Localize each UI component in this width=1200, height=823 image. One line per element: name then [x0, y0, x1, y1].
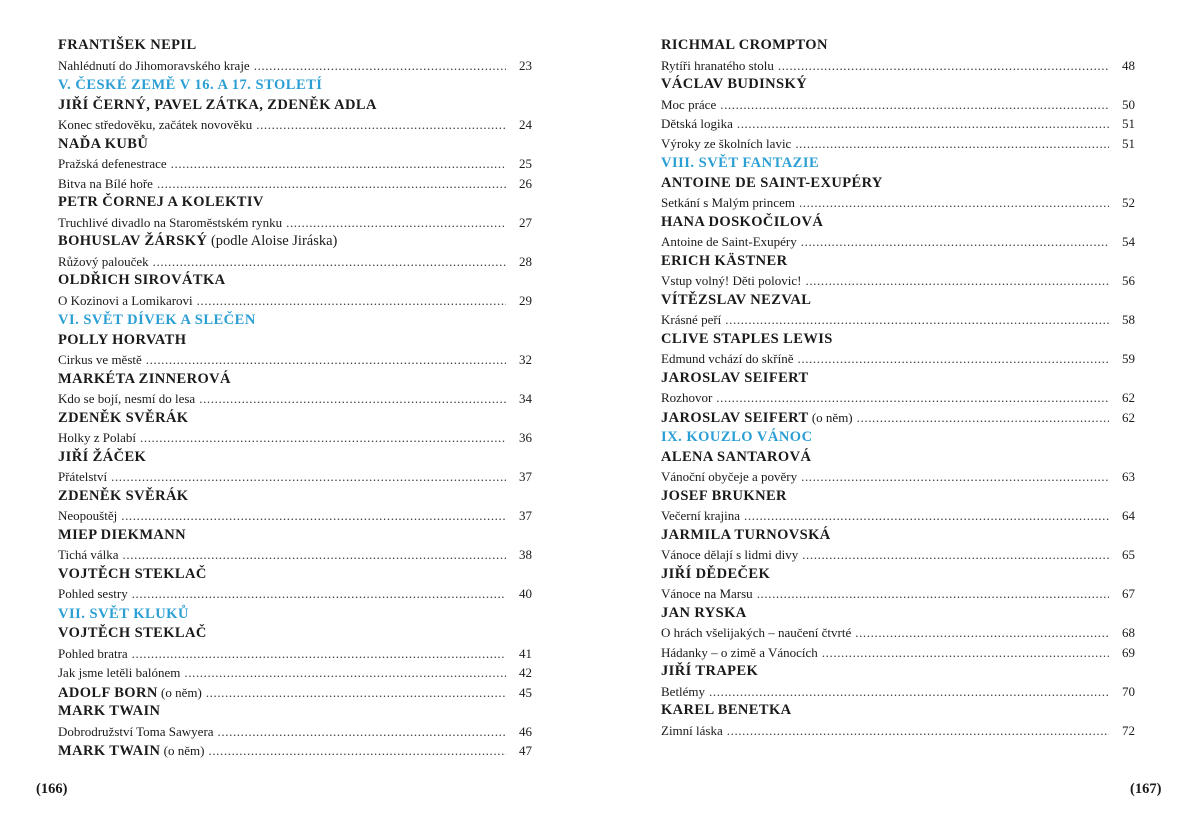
toc-entry [58, 644, 532, 664]
entry-page-number: 32 [519, 352, 532, 367]
entry-page-number: 26 [519, 175, 532, 191]
dot-leader [801, 467, 1109, 487]
author-name [661, 448, 1135, 468]
author-name-text: VÁCLAV BUDINSKÝ [661, 76, 808, 92]
entry-title-text: JAROSLAV SEIFERT [661, 409, 809, 426]
entry-page-number: 58 [1122, 312, 1135, 327]
toc-entry [58, 741, 532, 761]
author-name-text: VÍTĚZSLAV NEZVAL [661, 291, 812, 308]
entry-page-number: 63 [1122, 469, 1135, 484]
dot-leader [727, 721, 1109, 741]
author-name-text: JAROSLAV SEIFERT [661, 369, 809, 386]
author-name [661, 369, 1135, 389]
entry-page-number: 64 [1122, 508, 1135, 523]
entry-title-text: Setkání s Malým princem [661, 195, 795, 210]
entry-title-text: Hádanky – o zimě a Vánocích [661, 644, 818, 660]
toc-right-column [661, 36, 1135, 740]
toc-entry [58, 350, 532, 370]
entry-title [661, 643, 818, 663]
entry-title-text: Edmund vchází do skříně [661, 351, 794, 366]
entry-title-text: O Kozinovi a Lomikarovi [58, 292, 193, 308]
dot-leader [208, 741, 506, 761]
author-name-text: ZDENĚK SVĚRÁK [58, 487, 189, 504]
entry-title-text: Nahlédnutí do Jihomoravského kraje [58, 57, 250, 73]
section-heading: VI. SVĚT DÍVEK A SLEČEN [58, 312, 256, 328]
section-heading: V. ČESKÉ ZEMĚ V 16. A 17. STOLETÍ [58, 77, 323, 93]
entry-page-number: 23 [519, 57, 532, 73]
toc-entry [58, 545, 532, 565]
entry-page-number: 36 [519, 430, 532, 445]
entry-page-number: 29 [519, 292, 532, 308]
toc-entry [661, 232, 1135, 252]
entry-title-text: Dobrodružství Toma Sawyera [58, 723, 214, 739]
entry-title [58, 115, 252, 135]
entry-title-text: MARK TWAIN [58, 743, 161, 759]
entry-title-text: Přátelství [58, 469, 108, 484]
entry-page-number: 28 [519, 253, 532, 269]
author-name [661, 174, 1135, 194]
toc-entry [661, 467, 1135, 487]
toc-entry [661, 408, 1135, 428]
entry-title-text: Pohled sestry [58, 586, 128, 601]
author-name [58, 271, 532, 291]
entry-title [58, 506, 117, 526]
author-name [58, 331, 532, 351]
entry-title-text: Rozhovor [661, 390, 713, 405]
author-name [58, 448, 532, 468]
author-name [661, 213, 1135, 233]
dot-leader [132, 584, 506, 604]
dot-leader [805, 271, 1109, 291]
author-name-text: POLLY HORVATH [58, 331, 187, 348]
dot-leader [140, 428, 506, 448]
entry-title [58, 154, 167, 174]
author-name-text: JOSEF BRUKNER [661, 487, 787, 504]
section-heading: VIII. SVĚT FANTAZIE [661, 155, 820, 171]
entry-page-number: 59 [1122, 351, 1135, 366]
entry-page-number: 54 [1122, 234, 1135, 249]
author-name [58, 370, 532, 390]
entry-title [661, 682, 705, 702]
author-name [661, 291, 1135, 311]
entry-title [58, 545, 119, 565]
entry-title [661, 408, 853, 429]
entry-title-text: Neopouštěj [58, 508, 118, 523]
author-name [661, 487, 1135, 507]
entry-page-number: 68 [1122, 625, 1135, 640]
entry-title-text: Cirkus ve městě [58, 352, 142, 367]
toc-entry [661, 114, 1135, 134]
toc-entry [661, 349, 1135, 369]
author-name-text: JIŘÍ ČERNÝ, PAVEL ZÁTKA, ZDENĚK ADLA [58, 96, 377, 113]
entry-title-text: ADOLF BORN [58, 684, 158, 701]
entry-page-number: 34 [519, 391, 532, 406]
toc-entry [661, 682, 1135, 702]
author-name-text: RICHMAL CROMPTON [661, 37, 828, 53]
entry-title-text: Krásné peří [661, 312, 722, 327]
entry-page-number: 52 [1122, 195, 1135, 210]
entry-title-text: Pohled bratra [58, 645, 128, 661]
toc-entry [58, 213, 532, 233]
author-name-text: MARK TWAIN [58, 703, 161, 719]
dot-leader [199, 389, 506, 409]
entry-page-number: 38 [519, 547, 532, 562]
entry-page-number: 62 [1122, 390, 1135, 405]
dot-leader [153, 252, 506, 272]
entry-page-number: 27 [519, 214, 532, 230]
section-heading: VII. SVĚT KLUKŮ [58, 605, 189, 622]
entry-page-number: 42 [519, 665, 532, 680]
entry-title [58, 644, 128, 664]
dot-leader [799, 193, 1109, 213]
author-name-text: HANA DOSKOČILOVÁ [661, 213, 824, 230]
author-name-text: ANTOINE DE SAINT-EXUPÉRY [661, 174, 883, 191]
dot-leader [111, 467, 506, 487]
entry-title [58, 722, 214, 742]
toc-entry [58, 584, 532, 604]
entry-title [661, 271, 801, 291]
entry-title-text: Betlémy [661, 683, 706, 699]
entry-title [661, 114, 733, 134]
dot-leader [121, 506, 506, 526]
toc-entry [661, 95, 1135, 115]
author-name [661, 526, 1135, 546]
author-name-text: JIŘÍ DĚDEČEK [661, 565, 771, 582]
entry-page-number: 67 [1122, 586, 1135, 601]
author-name-text: CLIVE STAPLES LEWIS [661, 330, 833, 347]
dot-leader [778, 56, 1109, 76]
entry-title [58, 350, 142, 370]
author-name-text: ZDENĚK SVĚRÁK [58, 409, 189, 426]
dot-leader [725, 310, 1109, 330]
dot-leader [123, 545, 506, 565]
author-name-text: JIŘÍ ŽÁČEK [58, 448, 147, 465]
entry-title-text: Kdo se bojí, nesmí do lesa [58, 391, 196, 406]
author-name-text: ERICH KÄSTNER [661, 252, 788, 269]
entry-title-text: Holky z Polabí [58, 430, 136, 445]
entry-title [661, 193, 795, 213]
entry-title [661, 388, 712, 408]
entry-title [58, 56, 250, 76]
toc-entry [58, 683, 532, 703]
author-name [58, 624, 532, 644]
author-name-text: KAREL BENETKA [661, 702, 792, 718]
author-name [58, 526, 532, 546]
entry-title-text: Vstup volný! Děti polovic! [661, 273, 802, 288]
entry-page-number: 46 [519, 723, 532, 739]
entry-page-number: 37 [519, 469, 532, 484]
dot-leader [802, 545, 1109, 565]
entry-title [661, 95, 716, 115]
dot-leader [256, 115, 506, 135]
entry-title [58, 467, 107, 487]
entry-page-number: 72 [1122, 722, 1135, 738]
dot-leader [801, 232, 1109, 252]
toc-entry [58, 291, 532, 311]
author-name-text: MARKÉTA ZINNEROVÁ [58, 370, 231, 387]
entry-title [58, 389, 195, 409]
author-name [58, 193, 532, 213]
entry-note: (o něm) [160, 743, 205, 758]
entry-page-number: 40 [519, 586, 532, 601]
dot-leader [822, 643, 1109, 663]
dot-leader [197, 291, 506, 311]
entry-page-number: 45 [519, 684, 532, 700]
entry-title-text: Zimní láska [661, 722, 723, 738]
entry-title [58, 663, 180, 683]
toc-entry [58, 506, 532, 526]
toc-entry [58, 722, 532, 742]
toc-entry [661, 584, 1135, 604]
entry-title-text: Dětská logika [661, 116, 733, 131]
entry-page-number: 62 [1122, 409, 1135, 425]
entry-page-number: 65 [1122, 547, 1135, 562]
author-name [661, 330, 1135, 350]
entry-title [58, 741, 204, 762]
toc-entry [661, 193, 1135, 213]
author-name [58, 487, 532, 507]
author-name-text: JIŘÍ TRAPEK [661, 663, 759, 679]
author-name-text: JARMILA TURNOVSKÁ [661, 526, 831, 543]
author-name [58, 409, 532, 429]
entry-title-text: Jak jsme letěli balónem [58, 665, 181, 680]
toc-entry [661, 506, 1135, 526]
entry-title-text: O hrách všelijakých – naučení čtvrté [661, 625, 852, 640]
dot-leader [716, 388, 1109, 408]
dot-leader [206, 683, 506, 703]
entry-page-number: 51 [1122, 116, 1135, 131]
toc-entry [58, 663, 532, 683]
author-name [661, 662, 1135, 682]
entry-title [58, 428, 136, 448]
entry-title [661, 310, 721, 330]
entry-title-text: Rytíři hranatého stolu [661, 57, 774, 73]
toc-entry [58, 115, 532, 135]
entry-title-text: Bitva na Bílé hoře [58, 175, 153, 191]
toc-entry [661, 643, 1135, 663]
page-number-left: (166) [36, 781, 68, 797]
dot-leader [798, 349, 1110, 369]
dot-leader [855, 623, 1109, 643]
author-name-text: PETR ČORNEJ A KOLEKTIV [58, 194, 264, 210]
author-name-text: JAN RYSKA [661, 604, 747, 621]
entry-title-text: Vánoční obyčeje a pověry [661, 469, 798, 484]
toc-entry [661, 271, 1135, 291]
author-name [58, 135, 532, 155]
entry-title [58, 291, 193, 311]
author-name [661, 252, 1135, 272]
toc-entry [661, 545, 1135, 565]
dot-leader [184, 663, 506, 683]
entry-title [661, 721, 723, 741]
entry-title [58, 213, 282, 233]
dot-leader [286, 213, 506, 233]
author-note: (podle Aloise Jiráska) [207, 233, 338, 249]
entry-page-number: 56 [1122, 273, 1135, 288]
entry-title-text: Tichá válka [58, 547, 119, 562]
entry-note: (o něm) [808, 409, 853, 425]
author-name [661, 565, 1135, 585]
entry-page-number: 41 [519, 645, 532, 661]
dot-leader [857, 408, 1109, 428]
author-name [58, 565, 532, 585]
entry-page-number: 50 [1122, 96, 1135, 112]
author-name [58, 232, 532, 252]
entry-page-number: 51 [1122, 135, 1135, 151]
author-name [58, 702, 532, 722]
entry-note: (o něm) [157, 684, 202, 700]
toc-entry [58, 174, 532, 194]
dot-leader [744, 506, 1109, 526]
entry-title-text: Konec středověku, začátek novověku [58, 117, 253, 132]
author-name [661, 75, 1135, 95]
entry-title-text: Antoine de Saint-Exupéry [661, 234, 797, 249]
entry-page-number: 48 [1122, 57, 1135, 73]
dot-leader [720, 95, 1109, 115]
toc-entry [58, 467, 532, 487]
entry-page-number: 47 [519, 743, 532, 758]
dot-leader [146, 350, 506, 370]
toc-left-column [58, 36, 532, 761]
dot-leader [132, 644, 506, 664]
entry-title [58, 252, 149, 272]
author-name [58, 36, 532, 56]
dot-leader [157, 174, 506, 194]
entry-title [661, 584, 753, 604]
entry-title-text: Večerní krajina [661, 508, 741, 523]
author-name-text: VOJTĚCH STEKLAČ [58, 625, 207, 641]
entry-page-number: 69 [1122, 644, 1135, 660]
dot-leader [171, 154, 506, 174]
author-name [58, 96, 532, 116]
toc-entry [58, 56, 532, 76]
toc-entry [661, 134, 1135, 154]
entry-title [661, 467, 797, 487]
author-name [661, 36, 1135, 56]
toc-entry [661, 310, 1135, 330]
entry-page-number: 25 [519, 156, 532, 171]
author-name-text: MIEP DIEKMANN [58, 526, 187, 543]
entry-page-number: 24 [519, 117, 532, 132]
dot-leader [709, 682, 1109, 702]
toc-entry [661, 623, 1135, 643]
entry-title-text: Pražská defenestrace [58, 156, 167, 171]
entry-page-number: 70 [1122, 683, 1135, 699]
dot-leader [795, 134, 1109, 154]
entry-page-number: 37 [519, 508, 532, 523]
author-name-text: FRANTIŠEK NEPIL [58, 37, 197, 53]
entry-title-text: Výroky ze školních lavic [661, 135, 792, 151]
author-name-text: VOJTĚCH STEKLAČ [58, 565, 207, 582]
entry-title [661, 134, 791, 154]
entry-title-text: Moc práce [661, 96, 717, 112]
page-number-right: (167) [1130, 781, 1162, 797]
author-name-text: NAĎA KUBŮ [58, 135, 149, 152]
entry-title [58, 683, 202, 704]
entry-title [661, 56, 774, 76]
entry-title [661, 623, 851, 643]
toc-entry [661, 388, 1135, 408]
entry-title [58, 584, 128, 604]
entry-title-text: Vánoce na Marsu [661, 586, 753, 601]
author-name-text: OLDŘICH SIROVÁTKA [58, 272, 226, 288]
toc-entry [58, 154, 532, 174]
entry-title [661, 506, 740, 526]
entry-title [661, 232, 797, 252]
toc-entry [58, 389, 532, 409]
toc-entry [58, 252, 532, 272]
dot-leader [218, 722, 506, 742]
entry-title [58, 174, 153, 194]
author-name-text: BOHUSLAV ŽÁRSKÝ [58, 233, 208, 249]
entry-title-text: Vánoce dělají s lidmi divy [661, 547, 799, 562]
entry-title [661, 545, 798, 565]
entry-title-text: Růžový palouček [58, 253, 149, 269]
toc-entry [58, 428, 532, 448]
dot-leader [737, 114, 1109, 134]
author-name-text: ALENA SANTAROVÁ [661, 448, 812, 465]
dot-leader [757, 584, 1109, 604]
dot-leader [254, 56, 506, 76]
section-heading: IX. KOUZLO VÁNOC [661, 429, 813, 445]
entry-title-text: Truchlivé divadlo na Staroměstském rynku [58, 214, 283, 230]
author-name [661, 701, 1135, 721]
toc-entry [661, 721, 1135, 741]
entry-title [661, 349, 794, 369]
toc-entry [661, 56, 1135, 76]
author-name [661, 604, 1135, 624]
